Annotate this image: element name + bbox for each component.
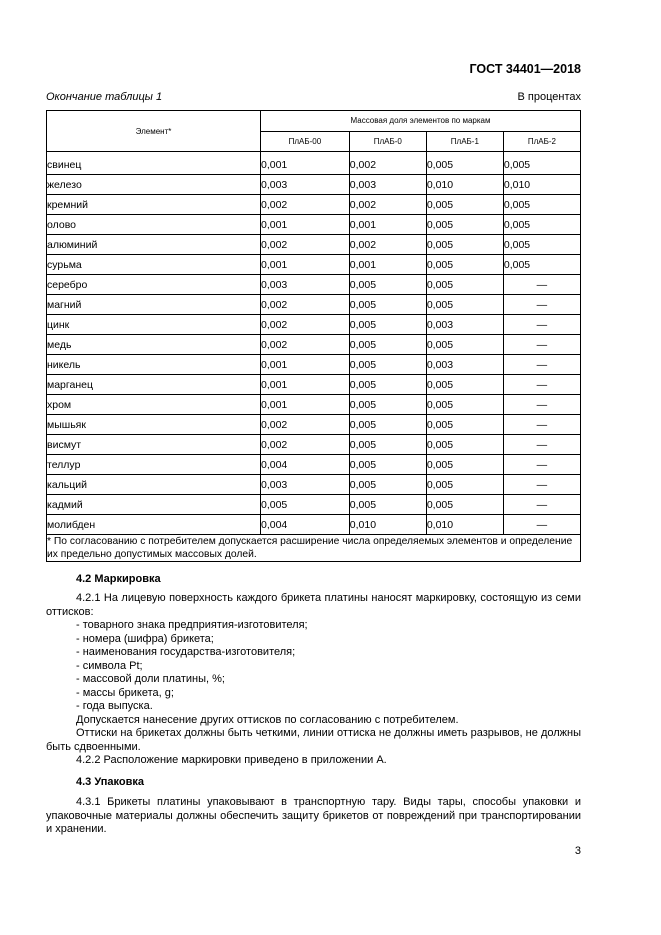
cell-dash: — [536,298,548,311]
section-title-marking: 4.2 Маркировка [76,573,161,585]
table-row [47,235,581,255]
cell-value [503,355,580,375]
cell-value: 0,005 [426,275,503,295]
table-row [47,295,581,315]
table-row [47,355,581,375]
section-title-packaging: 4.3 Упаковка [76,776,144,788]
cell-dash: — [536,518,548,531]
cell-element: кадмий [47,495,261,515]
cell-value [503,475,580,495]
cell-element: медь [47,335,261,355]
table-row [47,375,581,395]
cell-value: 0,005 [503,255,580,275]
cell-element: железо [47,175,261,195]
cell-value: 0,005 [426,152,503,175]
cell-dash: — [536,278,548,291]
cell-value: 0,001 [261,355,350,375]
cell-value: 0,003 [261,475,350,495]
cell-value: 0,005 [426,475,503,495]
document-code: ГОСТ 34401—2018 [469,62,581,76]
cell-value: 0,005 [349,495,426,515]
cell-value [503,315,580,335]
table-row [47,315,581,335]
cell-value: 0,002 [261,235,350,255]
column-header-group: Массовая доля элементов по маркам [261,111,581,132]
cell-dash: — [536,478,548,491]
table-row [47,215,581,235]
cell-value: 0,005 [261,495,350,515]
cell-value [503,275,580,295]
table-row [47,495,581,515]
cell-element: кремний [47,195,261,215]
column-header-grade: ПлАБ-0 [349,131,426,152]
table-caption: Окончание таблицы 1 [46,91,163,103]
paragraph-extra-marks: Допускается нанесение других оттисков по согласованию с потребителем. [76,713,459,726]
table-row [47,275,581,295]
table-row [47,455,581,475]
cell-value: 0,005 [349,275,426,295]
cell-value: 0,005 [503,235,580,255]
cell-value: 0,005 [426,495,503,515]
cell-value: 0,005 [349,435,426,455]
cell-element: никель [47,355,261,375]
list-item: - массовой доли платины, %; [76,673,225,685]
cell-value [503,495,580,515]
cell-dash: — [536,358,548,371]
cell-value: 0,005 [503,195,580,215]
units-caption: В процентах [517,91,581,103]
paragraph-4-2-1: 4.2.1 На лицевую поверхность каждого брикета платины наносят маркировку, состоящую из семи оттисков: [46,592,581,618]
cell-value: 0,004 [261,515,350,535]
cell-value [503,515,580,535]
cell-value: 0,005 [349,475,426,495]
cell-value: 0,005 [349,375,426,395]
cell-dash: — [536,338,548,351]
cell-value: 0,005 [349,355,426,375]
paragraph-4-3-1: 4.3.1 Брикеты платины упаковывают в транспортную тару. Виды тары, способы упаковки и упаковочные материалы должны обеспечить защиту брикетов от повреждений при транспортировании и хранении. [46,796,581,835]
cell-value [503,435,580,455]
paragraph-marks-clarity: Оттиски на брикетах должны быть четкими, линии оттиска не должны иметь разрывов, не должны быть сдвоенными. [46,727,581,753]
cell-value: 0,005 [426,375,503,395]
cell-value: 0,003 [349,175,426,195]
table-row [47,515,581,535]
table-row [47,175,581,195]
cell-value: 0,005 [426,455,503,475]
cell-element: алюминий [47,235,261,255]
cell-dash: — [536,318,548,331]
column-header-grade: ПлАБ-00 [261,131,350,152]
cell-value: 0,001 [349,215,426,235]
cell-element: теллур [47,455,261,475]
cell-value: 0,005 [426,435,503,455]
cell-value: 0,002 [261,295,350,315]
table-body [47,152,581,535]
column-header-grade: ПлАБ-2 [503,131,580,152]
cell-value: 0,003 [426,315,503,335]
cell-value: 0,005 [503,152,580,175]
cell-value: 0,003 [426,355,503,375]
cell-value: 0,002 [261,415,350,435]
cell-value: 0,010 [349,515,426,535]
cell-value: 0,005 [426,295,503,315]
paragraph-4-2-2: 4.2.2 Расположение маркировки приведено в приложении А. [76,754,387,766]
cell-value: 0,010 [503,175,580,195]
cell-element: висмут [47,435,261,455]
cell-value: 0,002 [349,152,426,175]
cell-value: 0,002 [349,195,426,215]
cell-dash: — [536,378,548,391]
cell-element: свинец [47,152,261,175]
cell-value: 0,003 [261,275,350,295]
cell-element: кальций [47,475,261,495]
cell-value: 0,005 [349,295,426,315]
cell-value: 0,005 [349,415,426,435]
table-row [47,435,581,455]
cell-value [503,415,580,435]
table-row [47,475,581,495]
cell-element: сурьма [47,255,261,275]
cell-value: 0,005 [426,335,503,355]
cell-value: 0,005 [426,415,503,435]
table-row [47,395,581,415]
cell-element: марганец [47,375,261,395]
cell-value: 0,010 [426,515,503,535]
cell-element: магний [47,295,261,315]
table-row [47,415,581,435]
cell-value: 0,010 [426,175,503,195]
cell-value: 0,004 [261,455,350,475]
composition-table [46,110,581,562]
cell-dash: — [536,458,548,471]
cell-value: 0,003 [261,175,350,195]
cell-value: 0,005 [426,215,503,235]
cell-value: 0,002 [261,335,350,355]
table-row [47,152,581,175]
cell-value: 0,005 [426,255,503,275]
cell-element: цинк [47,315,261,335]
list-item: - года выпуска. [76,700,153,712]
cell-value: 0,001 [349,255,426,275]
cell-dash: — [536,398,548,411]
table-row [47,255,581,275]
cell-value: 0,005 [426,395,503,415]
cell-value: 0,005 [349,395,426,415]
list-item: - товарного знака предприятия-изготовителя; [76,619,308,631]
cell-value: 0,002 [261,435,350,455]
cell-value [503,295,580,315]
cell-value: 0,001 [261,152,350,175]
cell-dash: — [536,498,548,511]
cell-value: 0,005 [349,315,426,335]
cell-dash: — [536,418,548,431]
column-header-element: Элемент* [47,111,261,152]
cell-element: молибден [47,515,261,535]
cell-value: 0,005 [426,235,503,255]
table-row [47,335,581,355]
cell-value [503,395,580,415]
table-footnote: * По согласованию с потребителем допускается расширение числа определяемых элементов и определение их предельно допустимых массовых долей. [47,535,581,562]
cell-value [503,455,580,475]
cell-value: 0,005 [426,195,503,215]
cell-element: олово [47,215,261,235]
cell-value: 0,001 [261,395,350,415]
cell-value: 0,002 [349,235,426,255]
page-number: 3 [574,845,581,857]
cell-element: мышьяк [47,415,261,435]
cell-value [503,335,580,355]
cell-value: 0,002 [261,315,350,335]
cell-value: 0,001 [261,215,350,235]
table-row [47,195,581,215]
cell-dash: — [536,438,548,451]
cell-element: серебро [47,275,261,295]
list-item: - символа Pt; [76,659,143,672]
cell-value: 0,001 [261,255,350,275]
list-item: - номера (шифра) брикета; [76,632,214,645]
cell-value: 0,005 [349,455,426,475]
cell-value [503,375,580,395]
cell-element: хром [47,395,261,415]
cell-value: 0,002 [261,195,350,215]
cell-value: 0,001 [261,375,350,395]
cell-value: 0,005 [349,335,426,355]
list-item: - наименования государства-изготовителя; [76,646,296,658]
column-header-grade: ПлАБ-1 [426,131,503,152]
cell-value: 0,005 [503,215,580,235]
list-item: - массы брикета, g; [76,686,174,699]
